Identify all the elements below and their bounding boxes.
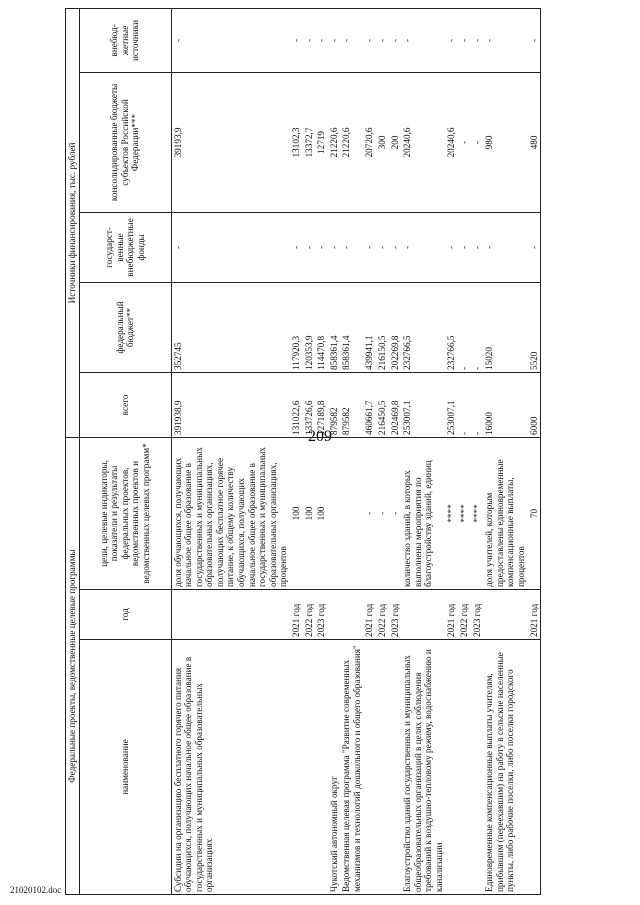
table-row bbox=[445, 8, 458, 894]
row-regional: 480 bbox=[528, 72, 541, 212]
row-regional: 300 bbox=[376, 72, 389, 212]
row-extra: - bbox=[458, 8, 471, 72]
row-federal: 216150,5 bbox=[376, 282, 389, 372]
header-state-funds: государст-венные внебюджетные фонды bbox=[79, 212, 171, 282]
table-row bbox=[290, 8, 303, 894]
row-total: 127189,8 bbox=[315, 372, 328, 437]
row-name bbox=[290, 640, 303, 895]
row-total: 460661,7 bbox=[363, 372, 376, 437]
row-goal: 70 bbox=[528, 437, 541, 589]
row-year bbox=[328, 590, 341, 640]
row-state: - bbox=[290, 212, 303, 282]
row-total: 253007,1 bbox=[401, 372, 445, 437]
row-year bbox=[483, 590, 527, 640]
row-year bbox=[340, 590, 363, 640]
row-goal: 100 bbox=[290, 437, 303, 589]
row-goal: - bbox=[389, 437, 402, 589]
row-state: - bbox=[471, 212, 484, 282]
table-row bbox=[376, 8, 389, 894]
row-name bbox=[315, 640, 328, 895]
row-state: - bbox=[528, 212, 541, 282]
row-year: 2021 год bbox=[445, 590, 458, 640]
row-federal: 117920,3 bbox=[290, 282, 303, 372]
table-row bbox=[315, 8, 328, 894]
table-row bbox=[171, 8, 290, 894]
row-extra: - bbox=[328, 8, 341, 72]
row-year: 2022 год bbox=[376, 590, 389, 640]
row-federal: 15020 bbox=[483, 282, 527, 372]
row-goal: 100 bbox=[303, 437, 316, 589]
row-state: - bbox=[458, 212, 471, 282]
header-name: наименование bbox=[79, 640, 171, 895]
table-row bbox=[328, 8, 341, 894]
header-extra: внебюд-жетные источники bbox=[79, 8, 171, 72]
row-federal: 352745 bbox=[171, 282, 290, 372]
row-extra: - bbox=[171, 8, 290, 72]
row-total: 131022,6 bbox=[290, 372, 303, 437]
row-extra: - bbox=[483, 8, 527, 72]
row-name: Субсидии на организацию бесплатного горячего питания обучающихся, получающих начальное общее образование в государственных и муниципальных образовательных организациях bbox=[171, 640, 290, 895]
header-sources: Источники финансирования, тыс. рублей bbox=[66, 8, 80, 437]
row-goal: **** bbox=[471, 437, 484, 589]
row-total: 879582 bbox=[340, 372, 363, 437]
row-goal: **** bbox=[445, 437, 458, 589]
table-row bbox=[401, 8, 445, 894]
row-regional: - bbox=[458, 72, 471, 212]
row-year bbox=[401, 590, 445, 640]
row-year: 2023 год bbox=[315, 590, 328, 640]
row-year: 2023 год bbox=[389, 590, 402, 640]
row-total: 16000 bbox=[483, 372, 527, 437]
row-name: Ведомственная целевая программа "Развитие современных механизмов и технологий дошкольного и общего образования" bbox=[340, 640, 363, 895]
row-federal: - bbox=[458, 282, 471, 372]
row-total: 133726,6 bbox=[303, 372, 316, 437]
row-state: - bbox=[376, 212, 389, 282]
row-extra: - bbox=[445, 8, 458, 72]
row-goal: доля обучающихся, получающих начальное общее образование в государственных и муниципальных образовательных организациях, получающих бесплатное горячее питание, к общему количеству обучающихся, получающих начальное общее образование в государственных и муниципальных образовательных организациях, процентов bbox=[171, 437, 290, 589]
row-name: Единовременные компенсационные выплаты учителям, прибывшим (переехавшим) на работу в сельские населенные пункты, либо рабочие поселки, либо поселки городского bbox=[483, 640, 527, 895]
row-total: 202469,8 bbox=[389, 372, 402, 437]
row-regional: 39193,9 bbox=[171, 72, 290, 212]
row-federal: 232766,5 bbox=[401, 282, 445, 372]
header-regional: консолидированные бюджеты субъектов Российской Федерации*** bbox=[79, 72, 171, 212]
page-number: 209 bbox=[308, 428, 332, 445]
row-goal: 100 bbox=[315, 437, 328, 589]
row-goal: доля учителей, которым предоставлены единовременные компенсационные выплаты, процентов bbox=[483, 437, 527, 589]
row-goal bbox=[328, 437, 341, 589]
row-name bbox=[363, 640, 376, 895]
row-regional: 12719 bbox=[315, 72, 328, 212]
row-goal: **** bbox=[458, 437, 471, 589]
row-regional: 13372,7 bbox=[303, 72, 316, 212]
row-state: - bbox=[340, 212, 363, 282]
row-regional: 20720,6 bbox=[363, 72, 376, 212]
row-federal: 858361,4 bbox=[340, 282, 363, 372]
row-year: 2021 год bbox=[363, 590, 376, 640]
table-body bbox=[171, 8, 541, 894]
row-state: - bbox=[363, 212, 376, 282]
row-regional: 200 bbox=[389, 72, 402, 212]
row-name: Благоустройство зданий государственных и муниципальных общеобразовательных организаций в целях соблюдения требований к воздушно-тепловому режиму, водоснабжению и канализации bbox=[401, 640, 445, 895]
row-extra: - bbox=[290, 8, 303, 72]
row-federal: 120353,9 bbox=[303, 282, 316, 372]
row-federal: - bbox=[471, 282, 484, 372]
row-goal: - bbox=[376, 437, 389, 589]
row-total: - bbox=[471, 372, 484, 437]
row-state: - bbox=[401, 212, 445, 282]
header-year: год bbox=[79, 590, 171, 640]
table-row bbox=[363, 8, 376, 894]
row-name bbox=[389, 640, 402, 895]
row-federal: 858361,4 bbox=[328, 282, 341, 372]
row-extra: - bbox=[363, 8, 376, 72]
row-regional: 21220,6 bbox=[340, 72, 363, 212]
row-extra: - bbox=[315, 8, 328, 72]
row-regional: 13102,3 bbox=[290, 72, 303, 212]
row-name bbox=[471, 640, 484, 895]
row-year: 2022 год bbox=[303, 590, 316, 640]
row-federal: 114470,8 bbox=[315, 282, 328, 372]
row-extra: - bbox=[303, 8, 316, 72]
financing-table bbox=[65, 8, 541, 895]
row-state: - bbox=[483, 212, 527, 282]
row-name bbox=[445, 640, 458, 895]
row-federal: 232766,5 bbox=[445, 282, 458, 372]
row-extra: - bbox=[376, 8, 389, 72]
row-regional: 21220,6 bbox=[328, 72, 341, 212]
header-total: всего bbox=[79, 372, 171, 437]
header-goals: цели, целевые индикаторы, показатели и результаты федеральных проектов, ведомственных проектов и ведомственных целевых программ* bbox=[79, 437, 171, 589]
row-year: 2021 год bbox=[290, 590, 303, 640]
row-year bbox=[171, 590, 290, 640]
row-regional: 20240,6 bbox=[445, 72, 458, 212]
row-state: - bbox=[328, 212, 341, 282]
row-total: 6000 bbox=[528, 372, 541, 437]
row-regional: - bbox=[471, 72, 484, 212]
row-extra: - bbox=[528, 8, 541, 72]
row-year: 2022 год bbox=[458, 590, 471, 640]
row-federal: 202269,8 bbox=[389, 282, 402, 372]
row-total: 879582 bbox=[328, 372, 341, 437]
header-projects: Федеральные проекты, ведомственные целевые программы bbox=[66, 437, 80, 894]
table-row bbox=[458, 8, 471, 894]
table-row bbox=[483, 8, 527, 894]
row-name bbox=[528, 640, 541, 895]
table-row bbox=[471, 8, 484, 894]
row-goal: количество зданий, в которых выполнены мероприятия по благоустройству зданий, единиц bbox=[401, 437, 445, 589]
table-row bbox=[340, 8, 363, 894]
rotated-table-page bbox=[65, 9, 580, 895]
table-row bbox=[528, 8, 541, 894]
row-state: - bbox=[315, 212, 328, 282]
table-row bbox=[303, 8, 316, 894]
document-code: 21020102.doc bbox=[10, 885, 62, 895]
header-federal: федеральный бюджет** bbox=[79, 282, 171, 372]
row-goal bbox=[340, 437, 363, 589]
row-state: - bbox=[445, 212, 458, 282]
row-extra: - bbox=[401, 8, 445, 72]
row-federal: 439941,1 bbox=[363, 282, 376, 372]
row-total: 391938,9 bbox=[171, 372, 290, 437]
row-total: 253007,1 bbox=[445, 372, 458, 437]
row-state: - bbox=[389, 212, 402, 282]
row-total: - bbox=[458, 372, 471, 437]
row-extra: - bbox=[340, 8, 363, 72]
row-name: Чукотский автономный округ bbox=[328, 640, 341, 895]
row-total: 216450,5 bbox=[376, 372, 389, 437]
row-name bbox=[458, 640, 471, 895]
row-federal: 5520 bbox=[528, 282, 541, 372]
table-row bbox=[389, 8, 402, 894]
row-year: 2023 год bbox=[471, 590, 484, 640]
row-state: - bbox=[303, 212, 316, 282]
row-extra: - bbox=[471, 8, 484, 72]
row-goal: - bbox=[363, 437, 376, 589]
row-regional: 20240,6 bbox=[401, 72, 445, 212]
row-extra: - bbox=[389, 8, 402, 72]
row-name bbox=[376, 640, 389, 895]
row-name bbox=[303, 640, 316, 895]
row-year: 2021 год bbox=[528, 590, 541, 640]
row-regional: 980 bbox=[483, 72, 527, 212]
row-state: - bbox=[171, 212, 290, 282]
